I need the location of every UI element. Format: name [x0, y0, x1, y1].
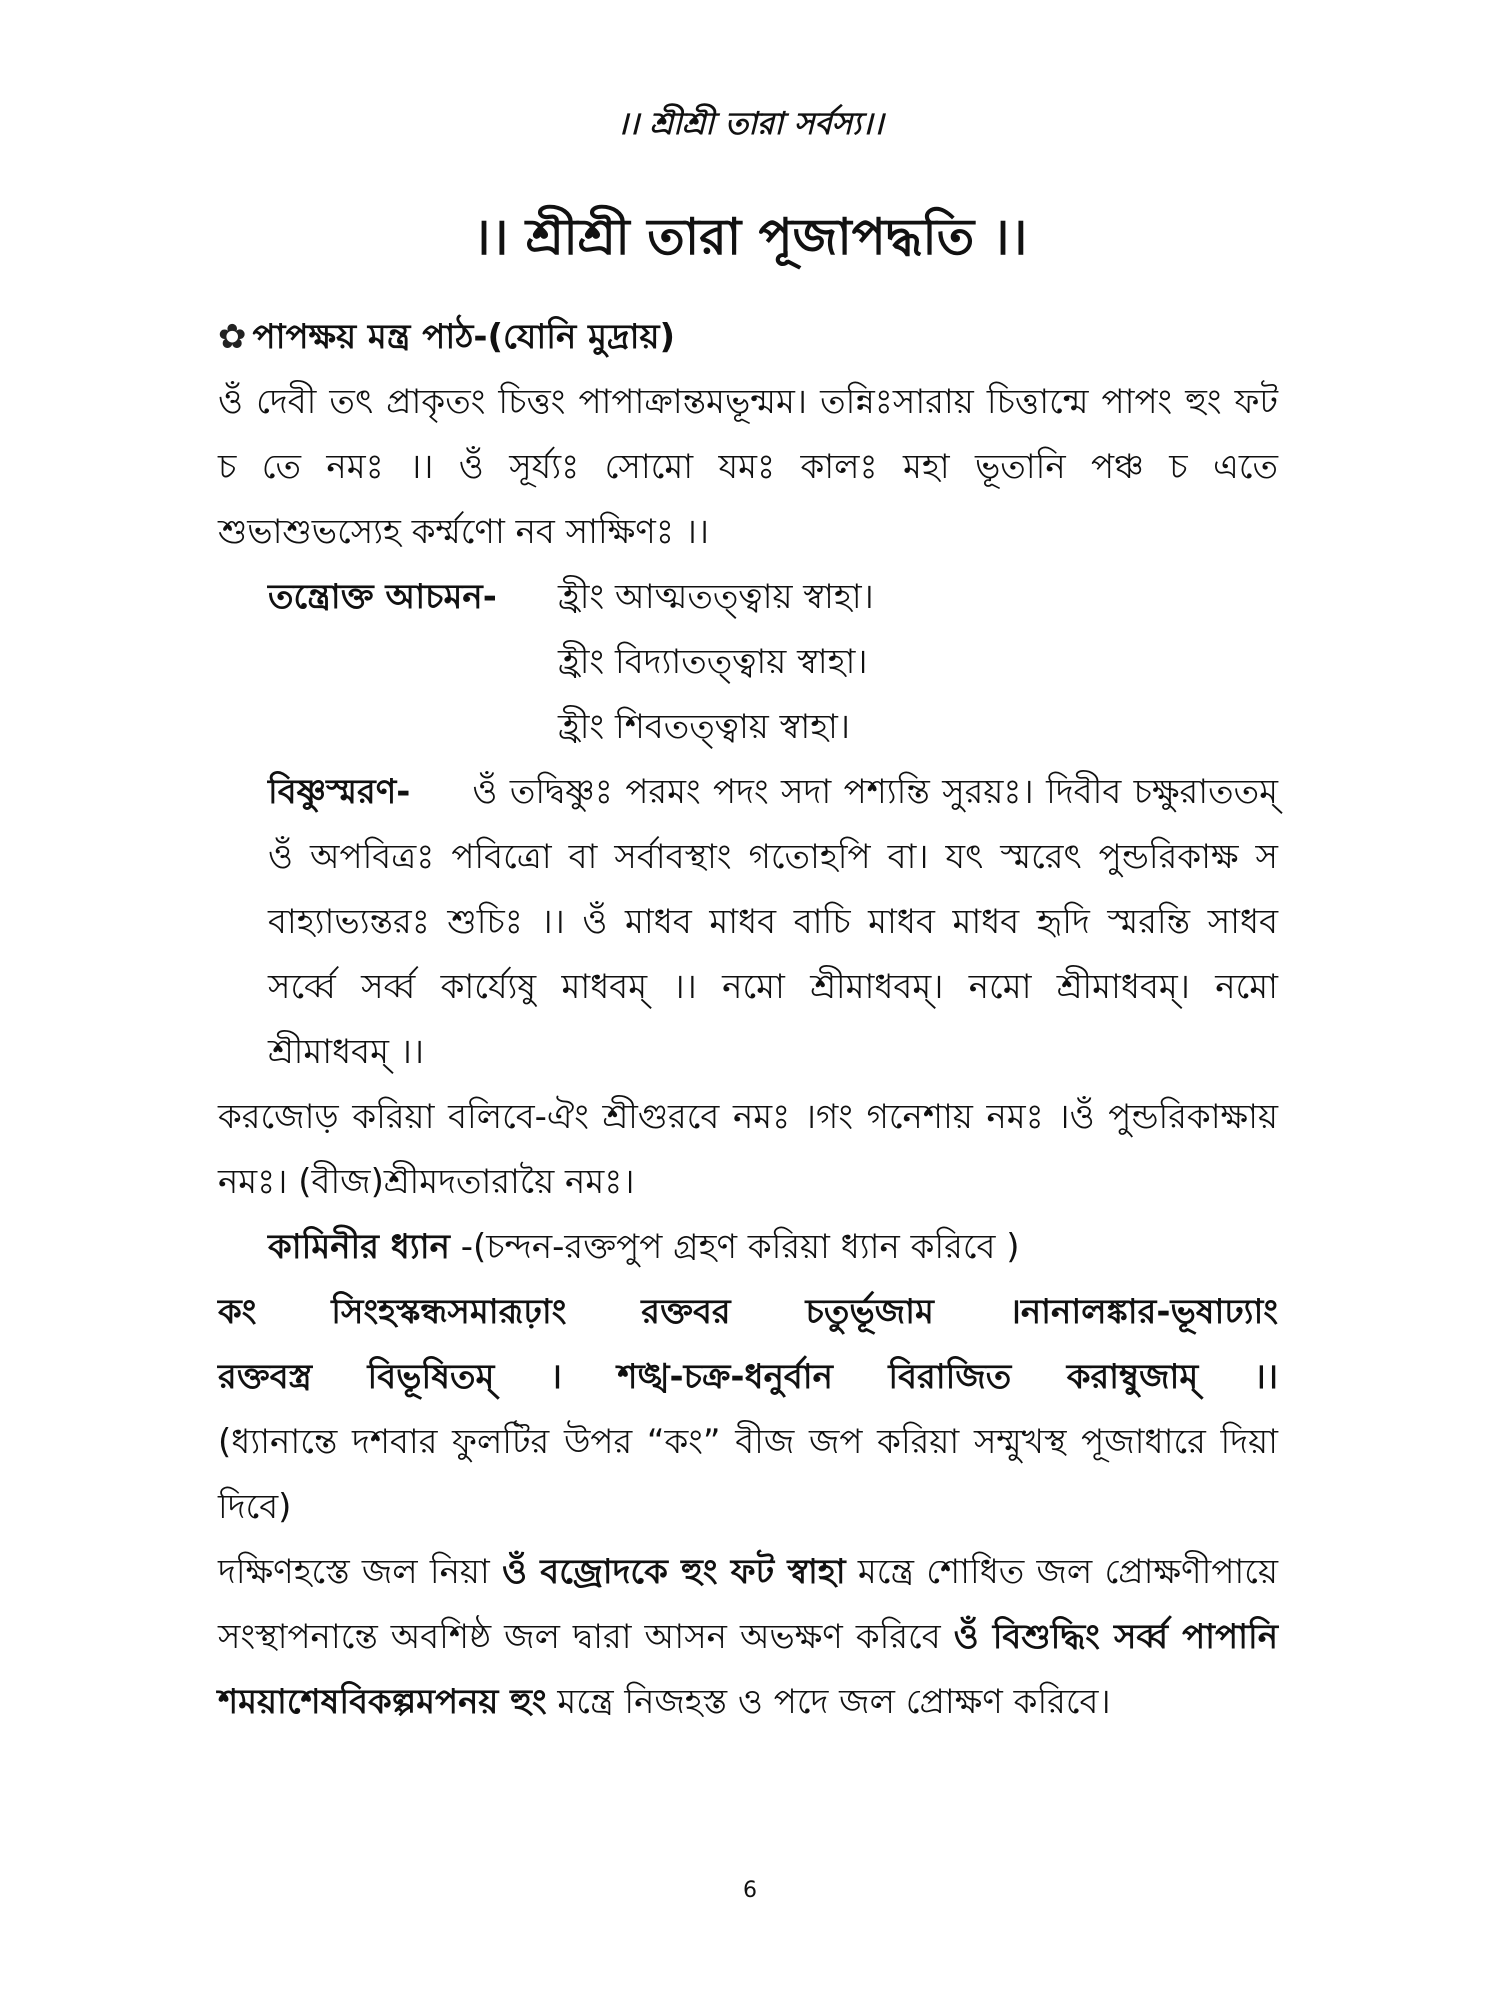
- page-number: 6: [743, 1878, 757, 1903]
- achamana-block: [218, 565, 1278, 760]
- vishuddhi-mantra: ওঁ বিশুদ্ধিং সর্ব্ব পাপানি শময়াশেষবিকল্পমপনয় হুং: [218, 1617, 1278, 1722]
- running-head: ।। শ্রীশ্রী তারা সর্বস্য।।: [616, 106, 884, 142]
- karajor-paragraph: করজোড় করিয়া বলিবে-ঐং শ্রীগুরবে নমঃ ।গং গনেশায় নমঃ ।ওঁ পুন্ডরিকাক্ষায় নমঃ। (বীজ)শ্রীমদতারায়ৈ নমঃ।: [218, 1097, 1278, 1202]
- achamana-line: হ্রীং বিদ্যাতত্ত্বায় স্বাহা।: [558, 642, 868, 682]
- kamini-dhyana-instruction: -(চন্দন-রক্তপুপ গ্রহণ করিয়া ধ্যান করিবে ): [449, 1227, 1020, 1267]
- document-body: [218, 305, 1278, 1735]
- vishnu-smarana-label: বিষ্ণুস্মরণ-: [268, 772, 411, 812]
- vishnu-smarana-text: ওঁ তদ্বিষ্ণুঃ পরমং পদং সদা পশ্যন্তি সুরয়ঃ। দিবীব চক্ষুরাততম্ ওঁ অপবিত্রঃ পবিত্রো বা সর্বাবস্থাং গতোহপি বা। যৎ স্মরেৎ পুন্ডরিকাক্ষ স বাহ্যাভ্যন্তরঃ শুচিঃ ।। ওঁ মাধব মাধব বাচি মাধব মাধব হৃদি স্মরন্তি সাধব সর্ব্বে সর্ব্ব কার্য্যেষু মাধবম্ ।। নমো শ্রীমাধবম্। নমো শ্রীমাধবম্। নমো শ্রীমাধবম্ ।।: [268, 772, 1278, 1072]
- vishnu-smarana-paragraph: [218, 760, 1278, 1085]
- achamana-label: তন্ত্রোক্ত আচমন-: [268, 577, 497, 617]
- papakshaya-mantra: ওঁ দেবী তৎ প্রাকৃতং চিত্তং পাপাক্রান্তমভূন্মম। তন্নিঃসারায় চিত্তান্মে পাপং হুং ফট চ তে নমঃ ।। ওঁ সূর্য্যঃ সোমো যমঃ কালঃ মহা ভূতানি পঞ্চ চ এতে শুভাশুভস্যেহ কর্ম্মণো নব সাক্ষিণঃ ।।: [218, 382, 1278, 552]
- flower-icon: ✿: [218, 317, 247, 357]
- achamana-lines: [558, 565, 1278, 760]
- kamini-dhyana-note: (ধ্যানান্তে দশবার ফুলটির উপর “কং” বীজ জপ করিয়া সম্মুখস্থ পূজাধারে দিয়া দিবে): [218, 1422, 1278, 1527]
- vajrodaka-mantra: ওঁ বজ্রোদকে হুং ফট স্বাহা: [502, 1552, 846, 1592]
- page-title: ।। শ্রীশ্রী তারা পূজাপদ্ধতি ।।: [472, 208, 1028, 266]
- jala-paragraph: দক্ষিণহস্তে জল নিয়া ওঁ বজ্রোদকে হুং ফট স্বাহা মন্ত্রে শোধিত জল প্রোক্ষণীপায়ে সংস্থাপনান্তে অবশিষ্ঠ জল দ্বারা আসন অভক্ষণ করিবে ওঁ বিশুদ্ধিং সর্ব্ব পাপানি শময়াশেষবিকল্পমপনয় হুং মন্ত্রে নিজহস্ত ও পদে জল প্রোক্ষণ করিবে।: [218, 1552, 1278, 1722]
- kamini-dhyana-mantra-line: রক্তবস্ত্র বিভূষিতম্ । শঙ্খ-চক্র-ধনুর্বান বিরাজিত করাম্বুজাম্ ।।: [218, 1357, 1278, 1397]
- achamana-line: হ্রীং আত্মতত্ত্বায় স্বাহা।: [558, 577, 874, 617]
- kamini-dhyana-heading: [218, 1215, 1278, 1280]
- kamini-dhyana-mantra-line: কং সিংহস্কন্ধসমারূঢ়াং রক্তবর চতুর্ভূজাম ।নানালঙ্কার-ভূষাঢ্যাং: [218, 1292, 1278, 1332]
- achamana-line: হ্রীং শিবতত্ত্বায় স্বাহা।: [558, 707, 851, 747]
- kamini-dhyana-label: কামিনীর ধ্যান: [268, 1227, 450, 1267]
- papakshaya-heading: ✿ পাপক্ষয় মন্ত্র পাঠ-(যোনি মুদ্রায়): [218, 305, 1278, 370]
